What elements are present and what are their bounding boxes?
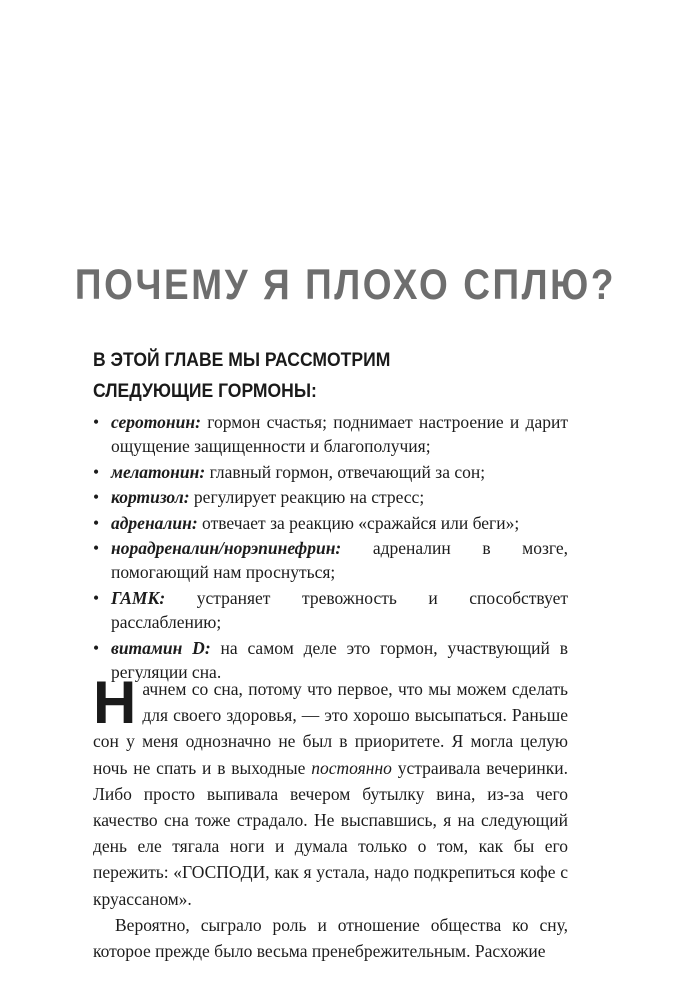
hormone-description: устраняет тревожность и способствует расслаблению;: [111, 587, 568, 633]
list-item: [93, 586, 568, 635]
bullet-icon: •: [93, 512, 100, 533]
hormone-term: норадреналин/норэпинефрин:: [111, 538, 342, 559]
intro-heading: [93, 345, 543, 407]
hormone-term: мелатонин:: [111, 461, 206, 482]
hormone-term: ГАМК:: [111, 587, 166, 608]
emphasis-text: постоянно: [311, 757, 392, 778]
paragraph-text: устраивала вечеринки. Либо просто выпивала вечером бутылку вина, из-за чего качество сна тоже страдало. Не выспавшись, я на следующий день еле тягала ноги и думала только о том, как бы его пережить: «ГОСПОДИ, как я устала, надо подкрепиться кофе с круассаном».: [93, 757, 568, 909]
list-item: [93, 536, 568, 585]
bullet-icon: •: [93, 487, 100, 508]
paragraph-text: ачнем со сна, потому что первое, что мы можем сделать для своего здоровья, — это хорошо высыпаться. Раньше сон у меня однозначно не был в приоритете. Я могла целую ночь не спать и в выходные: [93, 679, 568, 778]
intro-heading-line: В ЭТОЙ ГЛАВЕ МЫ РАССМОТРИМ: [93, 349, 391, 371]
hormone-description: гормон счастья; поднимает настроение и дарит ощущение защищенности и благополучия;: [111, 412, 568, 457]
intro-heading-line: СЛЕДУЮЩИЕ ГОРМОНЫ:: [93, 380, 317, 402]
list-item: [93, 511, 568, 535]
hormone-description: адреналин в мозге, помогающий нам проснуться;: [111, 538, 568, 583]
hormone-term: серотонин:: [111, 412, 201, 432]
hormone-description: на самом деле это гормон, участвующий в регуляции сна.: [111, 637, 568, 683]
chapter-title: ПОЧЕМУ Я ПЛОХО СПЛЮ?: [74, 260, 617, 309]
list-item: [93, 410, 568, 459]
bullet-icon: •: [93, 637, 100, 658]
body-text: [93, 669, 568, 964]
hormone-description: регулирует реакцию на стресс;: [189, 487, 425, 508]
paragraph: [93, 669, 568, 912]
hormone-list: [93, 410, 568, 685]
hormone-description: главный гормон, отвечающий за сон;: [205, 461, 486, 482]
bullet-icon: •: [93, 461, 100, 482]
bullet-icon: •: [93, 587, 100, 608]
hormone-term: адреналин:: [111, 512, 198, 533]
bullet-icon: •: [93, 538, 100, 559]
bullet-icon: •: [93, 412, 100, 432]
hormone-term: витамин D:: [111, 637, 211, 658]
hormone-description: отвечает за реакцию «сражайся или беги»;: [197, 512, 520, 533]
drop-cap: Н: [93, 669, 137, 736]
list-item: [93, 485, 568, 509]
list-item: [93, 460, 568, 484]
paragraph: Вероятно, сыграло роль и отношение общества ко сну, которое прежде было весьма пренебрежительным. Расхожие: [93, 914, 568, 962]
hormone-term: кортизол:: [111, 487, 190, 508]
